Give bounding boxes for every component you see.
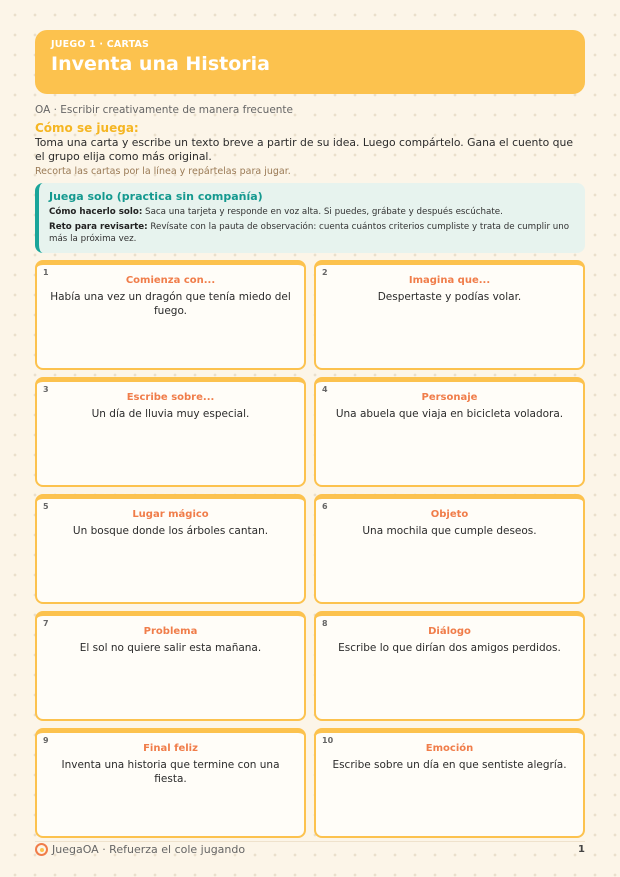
page-number: 1 <box>578 844 585 855</box>
card-text: El sol no quiere salir esta mañana. <box>79 642 262 654</box>
card-text: Un día de lluvia muy especial. <box>91 408 250 420</box>
card-number: 8 <box>322 619 328 628</box>
card-number: 9 <box>43 736 49 745</box>
card-3 <box>35 377 306 487</box>
card-number: 4 <box>322 385 328 394</box>
solo-how-row <box>49 206 575 218</box>
footer <box>35 843 245 856</box>
how-to-play-text: Toma una carta y escribe un texto breve a partir de su idea. Luego compártelo. Gana el cuento que el grupo elija como más original. <box>35 136 573 163</box>
card-9 <box>35 728 306 838</box>
solo-how-text: Saca una tarjeta y responde en voz alta. Si puedes, grábate y después escúchate. <box>142 207 503 217</box>
card-text: Inventa una historia que termine con una fiesta. <box>61 759 280 785</box>
card-5 <box>35 494 306 604</box>
card-title: Emoción <box>425 743 474 754</box>
card-2 <box>314 260 585 370</box>
card-7 <box>35 611 306 721</box>
card-10 <box>314 728 585 838</box>
card-1 <box>35 260 306 370</box>
footer-divider <box>35 841 585 842</box>
card-title: Imagina que... <box>408 275 491 286</box>
solo-review-label: Reto para revisarte: <box>49 222 148 232</box>
card-text: Una abuela que viaja en bicicleta voladora. <box>335 408 564 420</box>
how-to-play-title: Cómo se juega: <box>35 121 139 135</box>
game-header <box>35 30 585 94</box>
card-text: Un bosque donde los árboles cantan. <box>72 525 269 537</box>
card-text: Escribe sobre un día en que sentiste alegría. <box>332 759 567 771</box>
card-6 <box>314 494 585 604</box>
learning-objective: OA · Escribir creativamente de manera frecuente <box>35 104 294 116</box>
brand-logo-icon <box>35 843 48 856</box>
card-number: 6 <box>322 502 328 511</box>
solo-title: Juega solo (practica sin compañía) <box>49 190 263 203</box>
card-number: 10 <box>322 736 334 745</box>
card-title: Final feliz <box>143 743 198 754</box>
card-text: Una mochila que cumple deseos. <box>362 525 537 537</box>
card-title: Escribe sobre... <box>126 392 215 403</box>
card-title: Comienza con... <box>125 275 216 286</box>
solo-play-box <box>35 183 585 253</box>
card-number: 1 <box>43 268 49 277</box>
solo-review-row <box>49 221 575 245</box>
card-number: 5 <box>43 502 49 511</box>
card-title: Diálogo <box>428 626 471 637</box>
footer-brand: JuegaOA · Refuerza el cole jugando <box>52 843 246 856</box>
card-title: Personaje <box>421 392 478 403</box>
cut-note: Recorta las cartas por la línea y repártelas para jugar. <box>35 166 291 177</box>
card-number: 3 <box>43 385 49 394</box>
card-title: Lugar mágico <box>132 509 209 520</box>
solo-how-label: Cómo hacerlo solo: <box>49 207 143 217</box>
card-text: Despertaste y podías volar. <box>377 291 522 303</box>
solo-review-text: Revísate con la pauta de observación: cuenta cuántos criterios cumpliste y trata de cumplir uno más la próxima vez. <box>49 222 570 244</box>
card-number: 7 <box>43 619 49 628</box>
page-title: Inventa una Historia <box>51 53 270 75</box>
card-4 <box>314 377 585 487</box>
card-number: 2 <box>322 268 328 277</box>
card-title: Problema <box>143 626 198 637</box>
card-text: Escribe lo que dirían dos amigos perdidos. <box>338 642 561 654</box>
game-label: JUEGO 1 · CARTAS <box>51 39 150 50</box>
card-8 <box>314 611 585 721</box>
card-title: Objeto <box>430 509 469 520</box>
card-text: Había una vez un dragón que tenía miedo del fuego. <box>50 291 291 317</box>
